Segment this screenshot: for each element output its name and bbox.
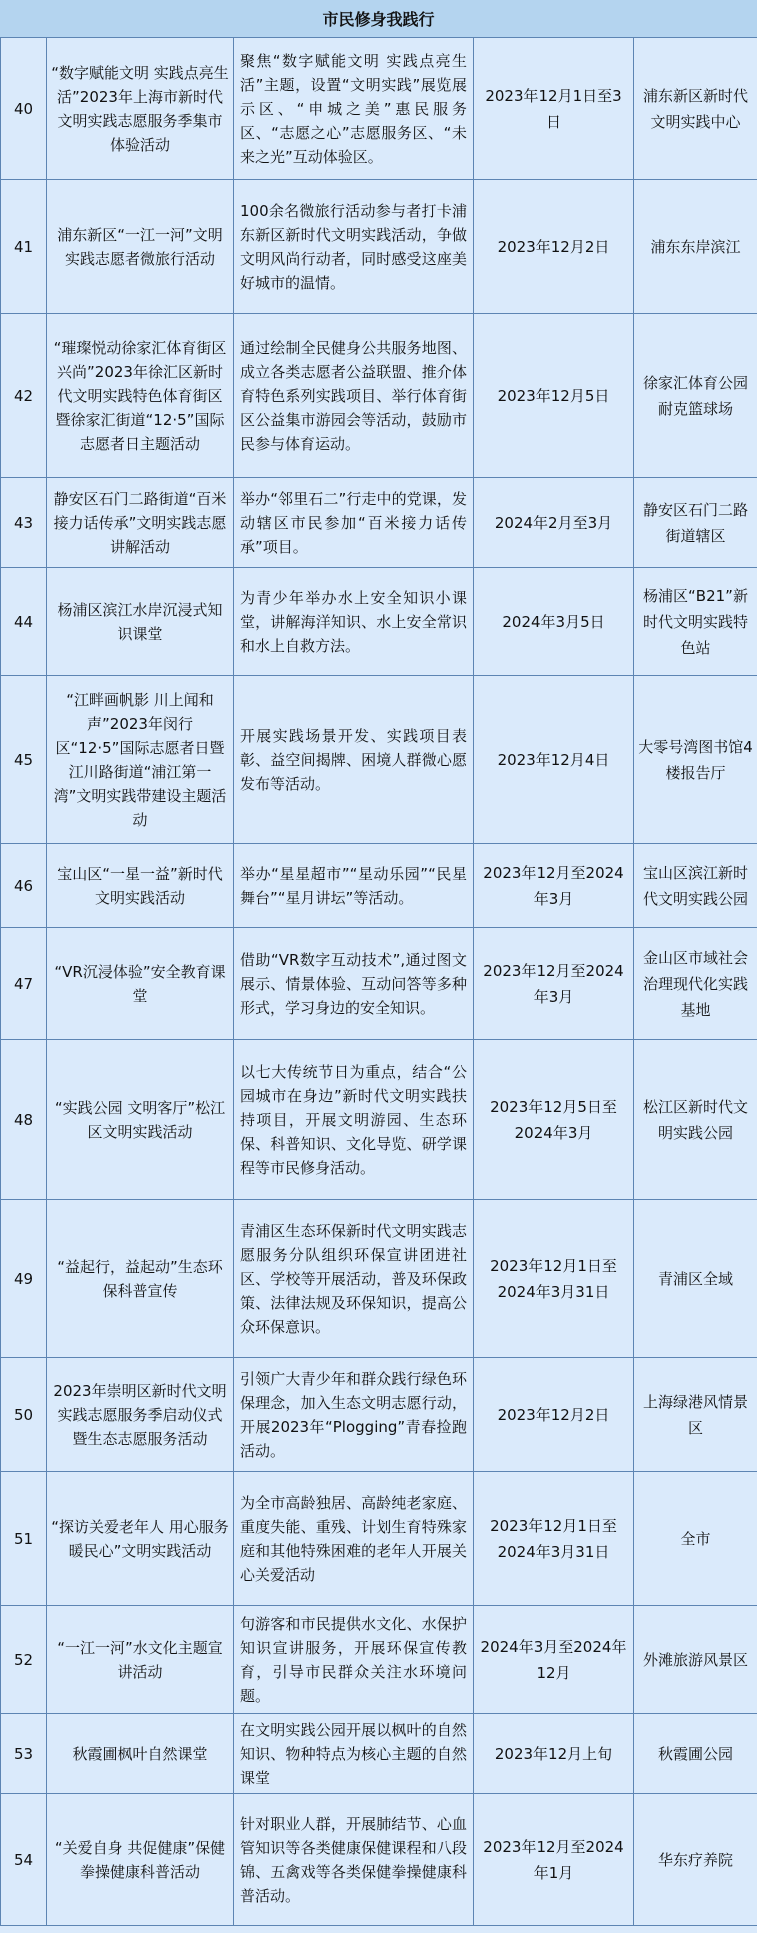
activity-description-cell — [234, 1794, 474, 1926]
activity-table — [0, 37, 757, 1926]
table-row — [1, 1200, 757, 1358]
activity-name-cell — [47, 180, 234, 314]
activity-description: 句游客和市民提供水文化、水保护知识宣讲服务，开展环保宣传教育，引导市民群众关注水环境问题。 — [240, 1614, 467, 1705]
row-number-cell — [1, 1040, 47, 1200]
activity-description-cell — [234, 1472, 474, 1606]
table-row — [1, 568, 757, 676]
activity-description: 通过绘制全民健身公共服务地图、成立各类志愿者公益联盟、推介体育特色系列实践项目、举行体育街区公益集市游园会等活动，鼓励市民参与体育运动。 — [240, 338, 467, 453]
activity-description: 青浦区生态环保新时代文明实践志愿服务分队组织环保宣讲团进社区、学校等开展活动，普及环保政策、法律法规及环保知识，提高公众环保意识。 — [240, 1221, 467, 1336]
activity-date: 2023年12月至2024年3月 — [483, 863, 624, 908]
row-number: 47 — [13, 974, 34, 993]
activity-date-cell — [474, 676, 634, 844]
activity-date-cell — [474, 1714, 634, 1794]
activity-description-cell — [234, 844, 474, 928]
activity-date-cell — [474, 1472, 634, 1606]
activity-date-cell — [474, 1200, 634, 1358]
table-title: 市民修身我践行 — [0, 0, 757, 38]
activity-description: 为青少年举办水上安全知识小课堂，讲解海洋知识、水上安全常识和水上自救方法。 — [240, 588, 467, 655]
row-number-cell — [1, 1714, 47, 1794]
table-body — [1, 38, 757, 1926]
activity-date: 2023年12月1日至2024年3月31日 — [490, 1256, 617, 1301]
activity-description: 针对职业人群，开展肺结节、心血管知识等各类健康保健课程和八段锦、五禽戏等各类保健拳操健康科普活动。 — [240, 1814, 467, 1905]
activity-description-cell — [234, 180, 474, 314]
activity-name: “数字赋能文明 实践点亮生活”2023年上海市新时代文明实践志愿服务季集市体验活动 — [51, 63, 229, 154]
activity-description-cell — [234, 568, 474, 676]
table-row — [1, 844, 757, 928]
activity-location-cell — [634, 928, 757, 1040]
table-row — [1, 180, 757, 314]
activity-location-cell — [634, 1794, 757, 1926]
activity-location: 静安区石门二路街道辖区 — [642, 500, 748, 545]
activity-date: 2023年12月至2024年3月 — [483, 961, 624, 1006]
activity-location-cell — [634, 1040, 757, 1200]
activity-location-cell — [634, 478, 757, 568]
table-row — [1, 1714, 757, 1794]
activity-description-cell — [234, 1358, 474, 1472]
activity-location-cell — [634, 314, 757, 478]
row-number: 52 — [13, 1650, 34, 1669]
activity-location: 金山区市域社会治理现代化实践基地 — [642, 948, 748, 1019]
activity-name-cell — [47, 1358, 234, 1472]
row-number-cell — [1, 1472, 47, 1606]
activity-date-cell — [474, 928, 634, 1040]
activity-date-cell — [474, 38, 634, 180]
activity-name: “江畔画帆影 川上闻和声”2023年闵行区“12·5”国际志愿者日暨江川路街道“浦江第一湾”文明实践带建设主题活动 — [53, 690, 227, 829]
activity-location-cell — [634, 1714, 757, 1794]
row-number: 40 — [13, 99, 34, 118]
activity-description-cell — [234, 1606, 474, 1714]
activity-name-cell — [47, 844, 234, 928]
activity-description-cell — [234, 314, 474, 478]
table-row — [1, 38, 757, 180]
activity-description-cell — [234, 1040, 474, 1200]
row-number: 44 — [13, 612, 34, 631]
activity-name: “实践公园 文明客厅”松江区文明实践活动 — [54, 1098, 226, 1141]
activity-description: 100余名微旅行活动参与者打卡浦东新区新时代文明实践活动，争做文明风尚行动者，同时感受这座美好城市的温情。 — [240, 201, 467, 292]
activity-date: 2023年12月5日至2024年3月 — [490, 1097, 617, 1142]
activity-description-cell — [234, 478, 474, 568]
activity-date: 2023年12月上旬 — [494, 1744, 613, 1763]
activity-name-cell — [47, 568, 234, 676]
row-number: 53 — [13, 1744, 34, 1763]
activity-location: 松江区新时代文明实践公园 — [642, 1097, 748, 1142]
row-number: 45 — [13, 750, 34, 769]
activity-name: 杨浦区滨江水岸沉浸式知识课堂 — [57, 600, 223, 643]
activity-date: 2024年3月5日 — [502, 612, 605, 631]
activity-date: 2023年12月4日 — [497, 750, 610, 769]
row-number-cell — [1, 676, 47, 844]
activity-date: 2023年12月2日 — [497, 1405, 610, 1424]
activity-description-cell — [234, 38, 474, 180]
activity-name-cell — [47, 1606, 234, 1714]
activity-date-cell — [474, 314, 634, 478]
activity-description: 以七大传统节日为重点，结合“公园城市在身边”新时代文明实践扶持项目，开展文明游园、生态环保、科普知识、文化导览、研学课程等市民修身活动。 — [240, 1062, 467, 1177]
activity-name: “璀璨悦动徐家汇体育街区兴尚”2023年徐汇区新时代文明实践特色体育街区暨徐家汇街道“12·5”国际志愿者日主题活动 — [53, 338, 227, 453]
activity-description: 在文明实践公园开展以枫叶的自然知识、物种特点为核心主题的自然课堂 — [240, 1720, 467, 1787]
activity-name: 静安区石门二路街道“百米接力话传承”文明实践志愿讲解活动 — [53, 489, 227, 556]
activity-name: 宝山区“一星一益”新时代文明实践活动 — [57, 864, 223, 907]
table-row — [1, 1040, 757, 1200]
table-row — [1, 314, 757, 478]
activity-date: 2023年12月1日至3日 — [485, 86, 622, 131]
row-number-cell — [1, 180, 47, 314]
table-row — [1, 928, 757, 1040]
row-number: 51 — [13, 1529, 34, 1548]
activity-description-cell — [234, 676, 474, 844]
activity-description: 为全市高龄独居、高龄纯老家庭、重度失能、重残、计划生育特殊家庭和其他特殊困难的老年人开展关心关爱活动 — [240, 1493, 467, 1584]
activity-description: 举办“星星超市”“星动乐园”“民星舞台”“星月讲坛”等活动。 — [240, 864, 467, 907]
row-number-cell — [1, 568, 47, 676]
activity-name-cell — [47, 1472, 234, 1606]
activity-date: 2024年3月至2024年12月 — [480, 1637, 627, 1682]
activity-date-cell — [474, 1040, 634, 1200]
activity-location-cell — [634, 180, 757, 314]
table-row — [1, 1606, 757, 1714]
table-row — [1, 478, 757, 568]
activity-name-cell — [47, 928, 234, 1040]
activity-description: 引领广大青少年和群众践行绿色环保理念，加入生态文明志愿行动，开展2023年“Plogging”青春捡跑活动。 — [240, 1369, 467, 1460]
row-number-cell — [1, 1794, 47, 1926]
activity-date: 2024年2月至3月 — [494, 513, 613, 532]
activity-location: 外滩旅游风景区 — [642, 1650, 748, 1669]
activity-date-cell — [474, 568, 634, 676]
activity-description: 聚焦“数字赋能文明 实践点亮生活”主题，设置“文明实践”展览展示区、“申城之美”惠民服务区、“志愿之心”志愿服务区、“未来之光”互动体验区。 — [240, 51, 467, 166]
activity-location-cell — [634, 568, 757, 676]
row-number-cell — [1, 844, 47, 928]
activity-name-cell — [47, 314, 234, 478]
row-number-cell — [1, 38, 47, 180]
activity-name-cell — [47, 478, 234, 568]
activity-location-cell — [634, 1606, 757, 1714]
activity-description: 举办“邻里石二”行走中的党课，发动辖区市民参加“百米接力话传承”项目。 — [240, 489, 467, 556]
row-number-cell — [1, 928, 47, 1040]
row-number: 48 — [13, 1110, 34, 1129]
activity-date: 2023年12月1日至2024年3月31日 — [490, 1516, 617, 1561]
activity-location: 全市 — [680, 1529, 711, 1548]
activity-description: 借助“VR数字互动技术”,通过图文展示、情景体验、互动问答等多种形式，学习身边的安全知识。 — [240, 950, 467, 1017]
activity-name: 2023年崇明区新时代文明实践志愿服务季启动仪式暨生态志愿服务活动 — [53, 1381, 227, 1448]
activity-name: “益起行，益起动”生态环保科普宣传 — [57, 1257, 223, 1300]
activity-name: “探访关爱老年人 用心服务暖民心”文明实践活动 — [51, 1517, 229, 1560]
activity-description-cell — [234, 1200, 474, 1358]
activity-name: 秋霞圃枫叶自然课堂 — [72, 1744, 208, 1763]
activity-name-cell — [47, 1714, 234, 1794]
activity-location-cell — [634, 38, 757, 180]
activity-location: 上海绿港风情景区 — [642, 1392, 748, 1437]
row-number-cell — [1, 1200, 47, 1358]
activity-location: 华东疗养院 — [657, 1850, 733, 1869]
activity-location: 大零号湾图书馆4楼报告厅 — [638, 737, 753, 782]
row-number: 50 — [13, 1405, 34, 1424]
activity-location-cell — [634, 1200, 757, 1358]
row-number: 42 — [13, 386, 34, 405]
activity-date: 2023年12月2日 — [497, 237, 610, 256]
row-number-cell — [1, 478, 47, 568]
activity-name: “VR沉浸体验”安全教育课堂 — [54, 962, 226, 1005]
table-row — [1, 1472, 757, 1606]
activity-location: 宝山区滨江新时代文明实践公园 — [642, 863, 748, 908]
activity-date-cell — [474, 1606, 634, 1714]
table-row — [1, 1358, 757, 1472]
activity-name: 浦东新区“一江一河”文明实践志愿者微旅行活动 — [57, 225, 223, 268]
activity-date: 2023年12月5日 — [497, 386, 610, 405]
activity-date-cell — [474, 478, 634, 568]
activity-location-cell — [634, 676, 757, 844]
row-number: 49 — [13, 1269, 34, 1288]
row-number: 43 — [13, 513, 34, 532]
row-number: 54 — [13, 1850, 34, 1869]
activity-name: “一江一河”水文化主题宣讲活动 — [57, 1638, 223, 1681]
table-row — [1, 676, 757, 844]
activity-description: 开展实践场景开发、实践项目表彰、益空间揭牌、困境人群微心愿发布等活动。 — [240, 726, 467, 793]
activity-description-cell — [234, 928, 474, 1040]
activity-location: 浦东新区新时代文明实践中心 — [642, 86, 748, 131]
activity-location-cell — [634, 1472, 757, 1606]
activity-name: “关爱自身 共促健康”保健拳操健康科普活动 — [54, 1838, 226, 1881]
row-number: 41 — [13, 237, 34, 256]
activity-name-cell — [47, 38, 234, 180]
activity-location: 徐家汇体育公园耐克篮球场 — [642, 373, 748, 418]
activity-date-cell — [474, 180, 634, 314]
activity-location-cell — [634, 1358, 757, 1472]
activity-description-cell — [234, 1714, 474, 1794]
activity-name-cell — [47, 1040, 234, 1200]
row-number: 46 — [13, 876, 34, 895]
activity-location: 杨浦区“B21”新时代文明实践特色站 — [642, 586, 748, 657]
activity-name-cell — [47, 1794, 234, 1926]
activity-date-cell — [474, 1358, 634, 1472]
row-number-cell — [1, 1358, 47, 1472]
activity-date-cell — [474, 1794, 634, 1926]
activity-date: 2023年12月至2024年1月 — [483, 1837, 624, 1882]
activity-date-cell — [474, 844, 634, 928]
activity-location-cell — [634, 844, 757, 928]
row-number-cell — [1, 314, 47, 478]
activity-name-cell — [47, 1200, 234, 1358]
activity-location: 秋霞圃公园 — [657, 1744, 733, 1763]
activity-location: 浦东东岸滨江 — [650, 237, 741, 256]
activity-location: 青浦区全域 — [657, 1269, 733, 1288]
table-row — [1, 1794, 757, 1926]
row-number-cell — [1, 1606, 47, 1714]
activity-name-cell — [47, 676, 234, 844]
